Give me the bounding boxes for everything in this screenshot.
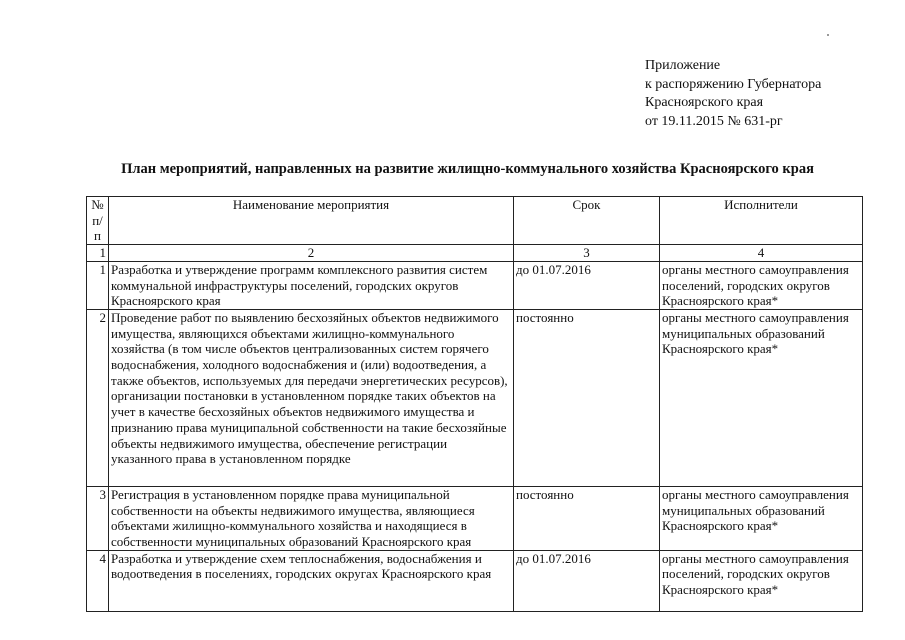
row-num: 1 — [87, 261, 109, 309]
header-term: Срок — [514, 197, 660, 245]
column-index-row — [87, 245, 863, 262]
header-num: № п/п — [87, 197, 109, 245]
table-row — [87, 486, 863, 550]
row-executors: органы местного самоуправления муниципальных образований Красноярского края* — [660, 486, 863, 550]
row-num: 4 — [87, 550, 109, 611]
table-row — [87, 261, 863, 309]
header-name: Наименование мероприятия — [109, 197, 514, 245]
column-index: 2 — [109, 245, 514, 262]
row-term: до 01.07.2016 — [514, 550, 660, 611]
column-index: 1 — [87, 245, 109, 262]
document-title: План мероприятий, направленных на развитие жилищно-коммунального хозяйства Красноярского края — [121, 161, 814, 177]
table-row — [87, 309, 863, 486]
row-executors: органы местного самоуправления муниципальных образований Красноярского края* — [660, 309, 863, 486]
row-num: 2 — [87, 309, 109, 486]
appendix-line: к распоряжению Губернатора — [645, 76, 822, 92]
scan-speck — [827, 34, 829, 36]
column-index: 3 — [514, 245, 660, 262]
appendix-line: Красноярского края — [645, 95, 764, 110]
row-executors: органы местного самоуправления поселений, городских округов Красноярского края* — [660, 261, 863, 309]
appendix-date-line: от 19.11.2015 № 631-рг — [645, 113, 783, 129]
column-index: 4 — [660, 245, 863, 262]
row-name: Регистрация в установленном порядке права муниципальной собственности на объекты недвижимого имущества, являющиеся объектами жилищно-коммунального хозяйства и находящиеся в собственности муниципальных образований Красноярского края — [109, 486, 514, 550]
row-num: 3 — [87, 486, 109, 550]
plan-table — [86, 196, 863, 612]
appendix-line: Приложение — [645, 58, 721, 73]
row-name: Разработка и утверждение схем теплоснабжения, водоснабжения и водоотведения в поселениях, городских округах Красноярского края — [109, 550, 514, 611]
header-executors: Исполнители — [660, 197, 863, 245]
row-term: постоянно — [514, 309, 660, 486]
table-header-row — [87, 197, 863, 245]
table-row — [87, 550, 863, 611]
row-name: Проведение работ по выявлению бесхозяйных объектов недвижимого имущества, являющихся объектами жилищно-коммунального хозяйства (в том числе объектов централизованных систем горячего водоснабжения, холодного водоснабжения и (или) водоотведения, а также объектов, используемых для передачи энергетических ресурсов), организации постановки в установленном порядке таких объектов на учет в качестве бесхозяйных объектов недвижимого имущества и признанию права муниципальной собственности на такие бесхозяйные объекты недвижимого имущества, обеспечение регистрации указанного права в установленном порядке — [109, 309, 514, 486]
row-name: Разработка и утверждение программ комплексного развития систем коммунальной инфраструктуры поселений, городских округов Красноярского края — [109, 261, 514, 309]
row-term: постоянно — [514, 486, 660, 550]
row-executors: органы местного самоуправления поселений, городских округов Красноярского края* — [660, 550, 863, 611]
appendix-block — [645, 57, 821, 131]
row-term: до 01.07.2016 — [514, 261, 660, 309]
